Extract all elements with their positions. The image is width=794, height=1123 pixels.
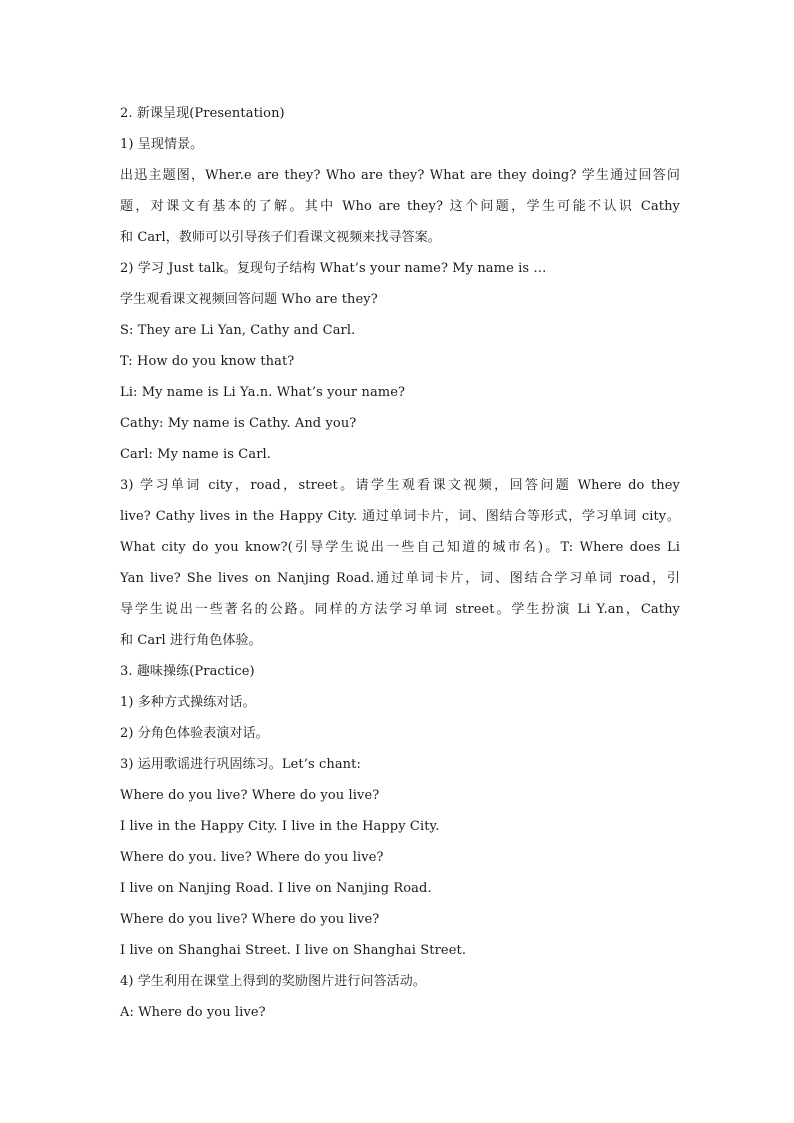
chant-line: I live in the Happy City. I live in the Happy City. [120, 819, 440, 834]
dialogue-line: S: They are Li Yan, Cathy and Carl. [120, 323, 356, 338]
dialogue-line: Carl: My name is Carl. [120, 447, 272, 462]
step-heading: 1) 多种方式操练对话。 [120, 695, 256, 710]
chant-line: Where do you live? Where do you live? [120, 912, 380, 927]
chant-line: Where do you live? Where do you live? [120, 788, 380, 803]
step-heading: 1) 呈现情景。 [120, 137, 204, 152]
dialogue-line: A: Where do you live? [120, 1005, 266, 1020]
document-page [120, 98, 680, 1028]
paragraph-line: 导学生说出一些著名的公路。同样的方法学习单词 street。学生扮演 Li Y.an，Cathy [120, 602, 680, 617]
step-heading: 2) 学习 Just talk。复现句子结构 What’s your name? My name is … [120, 261, 547, 276]
chant-line: I live on Shanghai Street. I live on Shanghai Street. [120, 943, 467, 958]
paragraph-line: 和 Carl，教师可以引导孩子们看课文视频来找寻答案。 [120, 230, 441, 245]
chant-line: I live on Nanjing Road. I live on Nanjing Road. [120, 881, 432, 896]
dialogue-line: T: How do you know that? [120, 354, 295, 369]
paragraph-line: 题，对课文有基本的了解。其中 Who are they? 这个问题，学生可能不认识 Cathy [120, 199, 680, 214]
paragraph-line: What city do you know?(引导学生说出一些自己知道的城市名)。T: Where does Li [120, 540, 680, 555]
paragraph-line: 和 Carl 进行角色体验。 [120, 633, 262, 648]
paragraph-line: 学生观看课文视频回答问题 Who are they? [120, 292, 378, 307]
chant-line: Where do you. live? Where do you live? [120, 850, 384, 865]
paragraph-line: live? Cathy lives in the Happy City. 通过单词卡片，词、图结合等形式，学习单词 city。 [120, 509, 680, 524]
step-heading: 3) 运用歌谣进行巩固练习。Let’s chant: [120, 757, 361, 772]
section-heading-practice: 3. 趣味操练(Practice) [120, 664, 255, 679]
section-heading-presentation: 2. 新课呈现(Presentation) [120, 106, 285, 121]
paragraph-line: Yan live? She lives on Nanjing Road.通过单词卡片，词、图结合学习单词 road，引 [120, 571, 680, 586]
paragraph-line: 3) 学习单词 city，road，street。请学生观看课文视频，回答问题 Where do they [120, 478, 680, 493]
dialogue-line: Cathy: My name is Cathy. And you? [120, 416, 357, 431]
step-heading: 4) 学生利用在课堂上得到的奖励图片进行问答活动。 [120, 974, 426, 989]
step-heading: 2) 分角色体验表演对话。 [120, 726, 269, 741]
dialogue-line: Li: My name is Li Ya.n. What’s your name? [120, 385, 406, 400]
paragraph-line: 出迅主题图，Wher.e are they? Who are they? What are they doing? 学生通过回答问 [120, 168, 680, 183]
